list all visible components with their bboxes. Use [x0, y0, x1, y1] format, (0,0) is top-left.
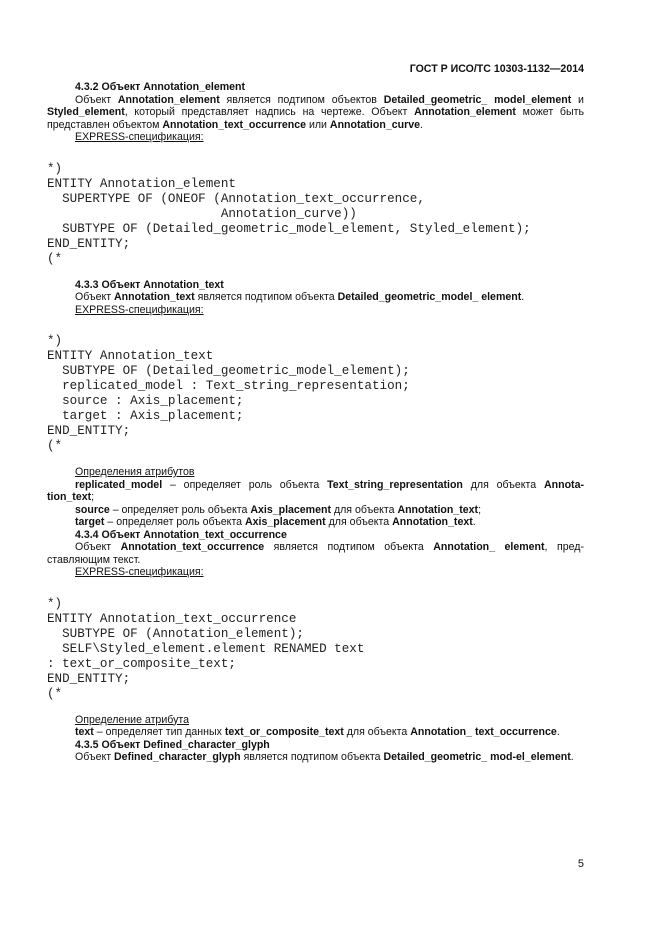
section-heading-4-3-4: 4.3.4 Объект Annotation_text_occurrence [75, 528, 287, 541]
express-spec-label-4-3-2: EXPRESS-спецификация: [75, 131, 204, 143]
document-header: ГОСТ Р ИСО/ТС 10303-1132—2014 [409, 63, 584, 75]
section-paragraph-4-3-5 [47, 751, 584, 764]
bold-term: replicated_model [75, 478, 163, 491]
text-run: является подтипом объекта [194, 291, 338, 303]
page-number: 5 [577, 858, 584, 870]
express-code-annotation-element: *) ENTITY Annotation_element SUPERTYPE OF (ONEOF (Annotation_text_occurrence, Annotation_curve)) SUBTYPE OF (Detailed_geometric_model_element, Styled_element); END_ENTITY; (* [47, 161, 531, 266]
section-paragraph-4-3-3 [47, 291, 584, 304]
bold-term: target [75, 516, 105, 528]
text-run: , который представляет надпись на чертеже. Объект [124, 106, 415, 118]
bold-term: Axis_placement [245, 516, 326, 528]
text-run: . [521, 291, 525, 303]
attribute-source [47, 504, 584, 517]
bold-term: Annotation_text_occurrence [162, 118, 307, 131]
bold-term: Annotation_ element [433, 541, 545, 553]
bold-term: Annotation_text [114, 291, 195, 303]
section-heading-4-3-2: 4.3.2 Объект Annotation_element [75, 81, 246, 93]
bold-term: source [75, 503, 110, 516]
bold-term: Annotation_curve [329, 118, 420, 131]
express-spec-label-4-3-3: EXPRESS-спецификация: [75, 303, 204, 316]
text-run: – определяет тип данных [93, 726, 225, 738]
text-run: – определяет роль объекта [104, 516, 246, 528]
text-run: может быть представлен объектом [47, 106, 584, 131]
text-run: для объекта [343, 726, 411, 738]
attribute-definition-heading: Определение атрибута [75, 713, 190, 726]
bold-term: Annotation_element [117, 93, 220, 106]
bold-term: Detailed_geometric_model_ element [337, 291, 522, 303]
bold-term: Defined_character_glyph [114, 751, 241, 763]
bold-term: Axis_placement [250, 503, 331, 516]
express-code-annotation-text-occurrence: *) ENTITY Annotation_text_occurrence SUBTYPE OF (Annotation_element); SELF\Styled_element.element RENAMED text : text_or_composite_text; END_ENTITY; (* [47, 596, 365, 701]
text-run: Объект [75, 291, 115, 303]
text-run: . [570, 751, 574, 763]
attribute-text [47, 726, 584, 739]
express-spec-label-4-3-4: EXPRESS-спецификация: [75, 566, 204, 578]
text-run: и [571, 93, 584, 106]
text-run: для объекта [331, 503, 398, 516]
attribute-target [47, 516, 584, 529]
section-paragraph-4-3-4 [47, 541, 584, 566]
text-run: или [306, 118, 330, 131]
bold-term: Annotation_text [392, 516, 473, 528]
text-run: – определяет роль объекта [162, 478, 328, 491]
bold-term: Annotation_element [414, 106, 516, 118]
text-run: – определяет роль объекта [109, 503, 251, 516]
bold-term: Text_string_representation [327, 478, 463, 491]
bold-term: Detailed_geometric_ mod-el_element [383, 751, 571, 763]
text-run: для объекта [325, 516, 393, 528]
text-run: является подтипом объекта [264, 541, 434, 553]
section-paragraph-4-3-2 [47, 94, 584, 132]
express-code-annotation-text: *) ENTITY Annotation_text SUBTYPE OF (Detailed_geometric_model_element); replicated_model : Text_string_representation; source : Axis_placement; target : Axis_placement; END_ENTITY; (* [47, 334, 410, 453]
text-run: Объект [75, 751, 115, 763]
section-heading-4-3-3: 4.3.3 Объект Annotation_text [75, 278, 224, 291]
text-run: является подтипом объекта [240, 751, 384, 763]
bold-term: text [75, 726, 94, 738]
text-run: . [556, 726, 560, 738]
text-run: . [419, 118, 423, 131]
bold-term: Detailed_geometric_ model_element [383, 93, 572, 106]
text-run: является подтипом объектов [219, 93, 384, 106]
text-run: для объекта [462, 478, 544, 491]
attribute-replicated-model [47, 479, 584, 504]
bold-term: Annota-tion_text [47, 478, 584, 503]
text-run: ; [478, 503, 482, 516]
text-run: Объект [75, 541, 121, 553]
bold-term: Styled_element [47, 106, 125, 118]
text-run: , пред-ставляющим текст. [47, 541, 584, 566]
text-run: ; [91, 491, 95, 503]
text-run: Объект [75, 93, 118, 106]
bold-term: text_or_composite_text [224, 726, 344, 738]
bold-term: Annotation_text_occurrence [120, 541, 265, 553]
bold-term: Annotation_ text_occurrence [410, 726, 557, 738]
section-heading-4-3-5: 4.3.5 Объект Defined_character_glyph [75, 738, 270, 751]
attribute-definitions-heading: Определения атрибутов [75, 466, 195, 478]
bold-term: Annotation_text [397, 503, 479, 516]
text-run: . [472, 516, 476, 528]
page-content [47, 81, 584, 764]
